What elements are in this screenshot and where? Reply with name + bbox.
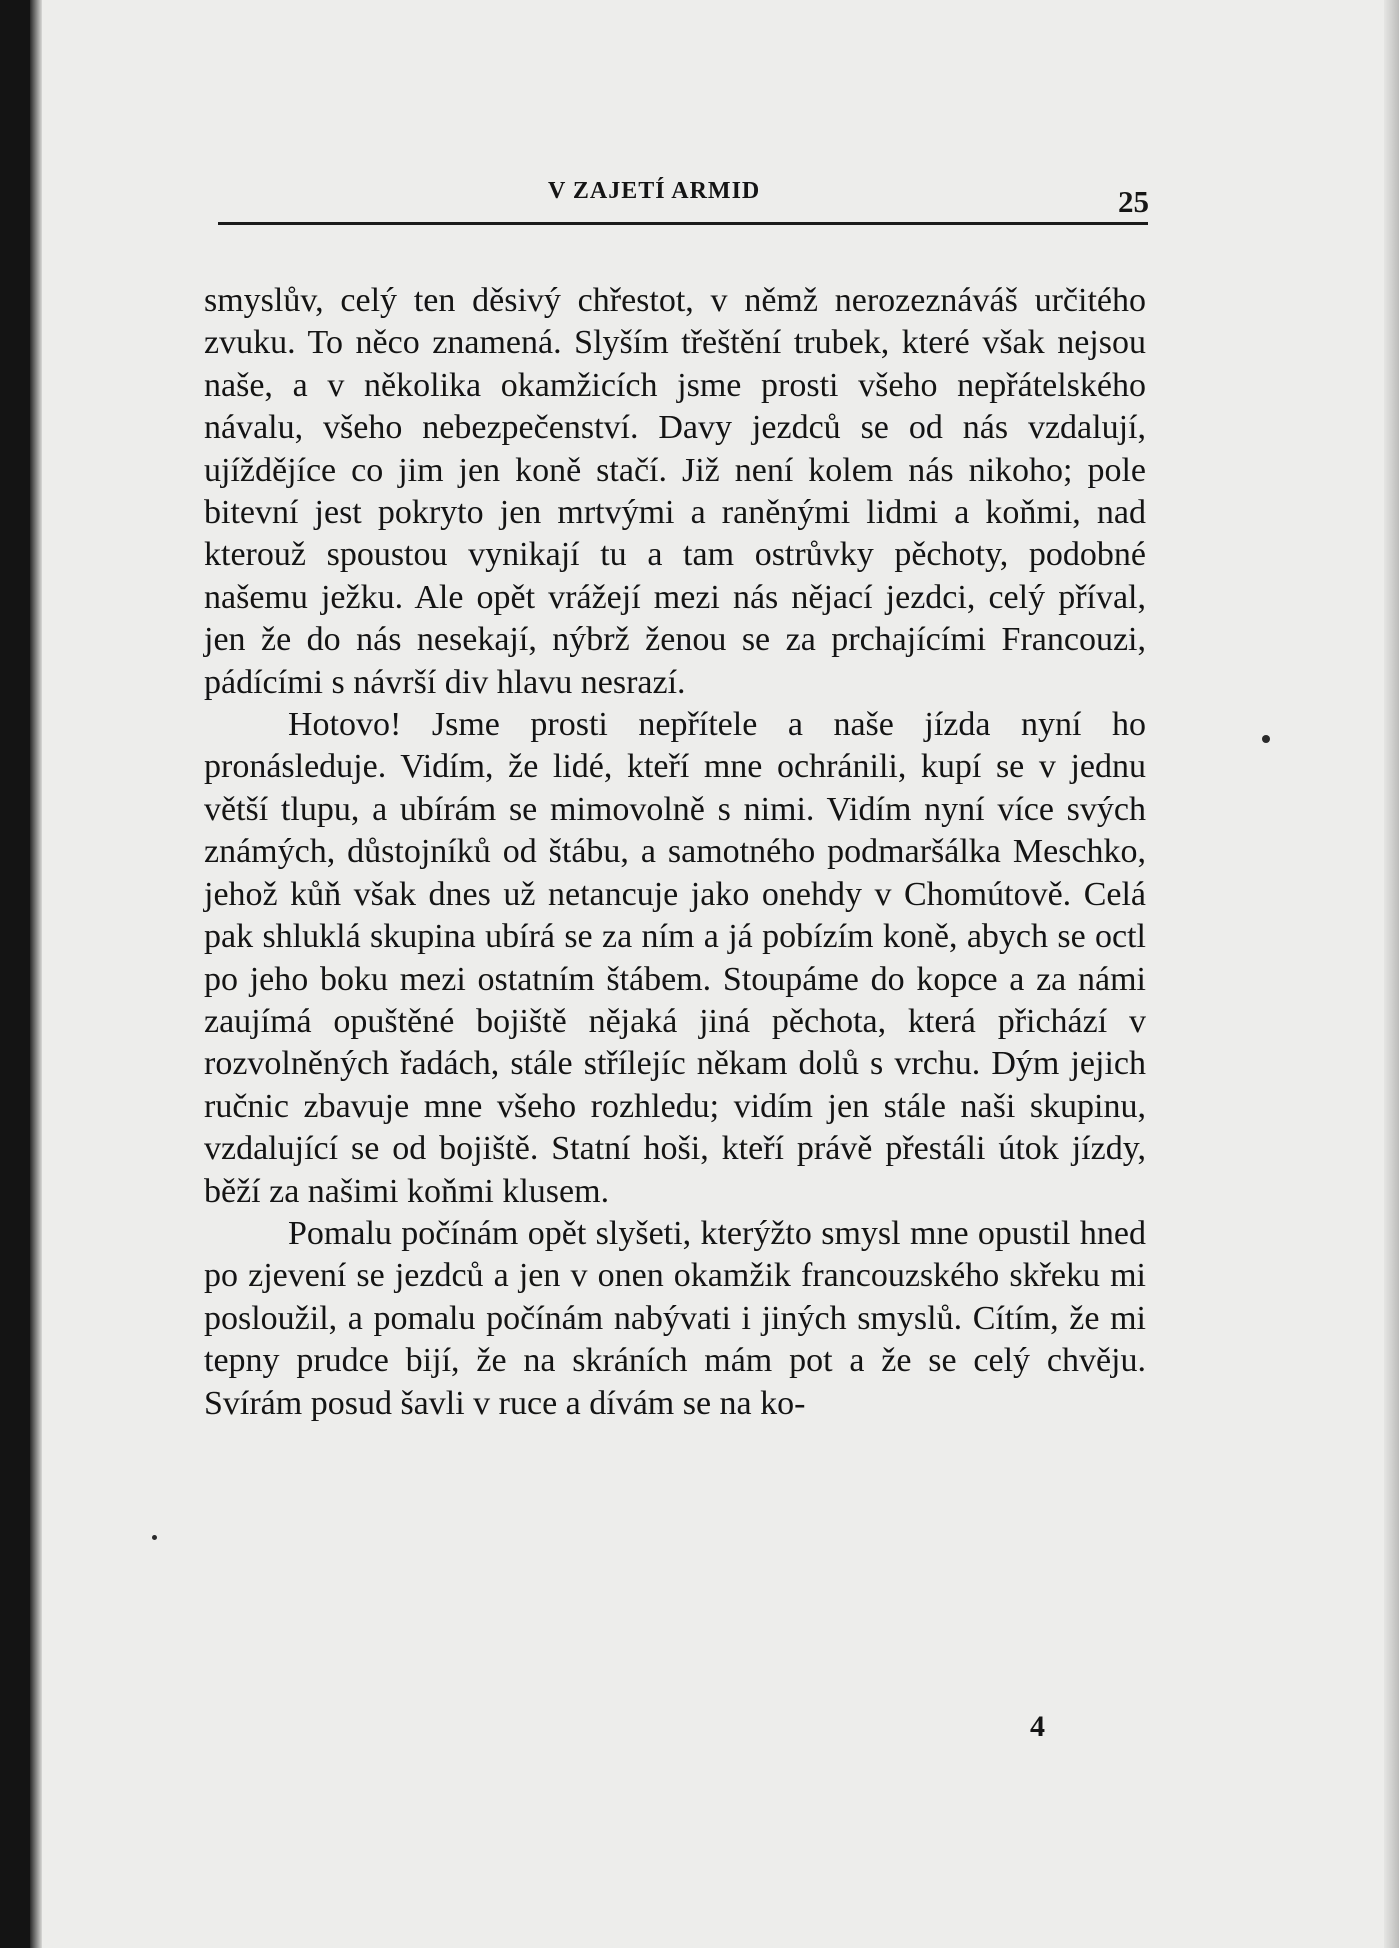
paragraph: Pomalu počínám opět slyšeti, kterýžto smysl mne opustil hned po zjevení se jezdců a jen v onen okamžik francouzského skřeku mi posloužil, a pomalu počínám nabývati i jiných smyslů. Cítím, že mi tepny prudce bijí, že na skráních mám pot a že se celý chvěju. Svírám posud šavli v ruce a dívám se na ko- — [204, 1214, 1146, 1422]
paragraph: smyslův, celý ten děsivý chřestot, v němž nerozeznáváš určitého zvuku. To něco znamená. Slyším třeštění trubek, které však nejsou naše, a v několika okamžicích jsme prosti všeho nepřátelského návalu, všeho nebezpečenství. Davy jezdců se od nás vzdalují, ujíždějíce co jim jen koně stačí. Již není kolem nás nikoho; pole bitevní jest pokryto jen mrtvými a raněnými lidmi a koňmi, nad kterouž spoustou vynikají tu a tam ostrůvky pěchoty, podobné našemu ježku. Ale opět vrážejí mezi nás nějací jezdci, celý příval, jen že do nás nesekají, nýbrž ženou se za prchajícími Francouzi, pádícími s návrší div hlavu nesrazí. — [204, 282, 1146, 701]
paragraph: Hotovo! Jsme prosti nepřítele a naše jízda nyní ho pronásleduje. Vidím, že lidé, kteří mne ochránili, kupí se v jednu větší tlupu, a ubírám se mimovolně s nimi. Vidím nyní více svých známých, důstojníků od štábu, a samotného podmaršálka Meschko, jehož kůň však dnes už netancuje jako onehdy v Chomútově. Celá pak shluklá skupina ubírá se za ním a já pobízím koně, abych se octl po jeho boku mezi ostatním štábem. Stoupáme do kopce a za námi zaujímá opuštěné bojiště nějaká jiná pěchota, která přichází v rozvolněných řadách, stále střílejíc někam dolů s vrchu. Dým jejich ručnic zbavuje mne všeho rozhledu; vidím jen stále naši skupinu, vzdalující se od bojiště. Statní hoši, kteří právě přestáli útok jízdy, běží za našimi koňmi klusem. — [204, 706, 1146, 1210]
header-rule — [218, 222, 1148, 225]
ink-speck — [152, 1535, 157, 1540]
binding-shadow — [30, 0, 42, 1948]
page-number: 25 — [1118, 184, 1149, 219]
body-text — [204, 280, 1146, 1425]
page-edge — [1384, 0, 1399, 1948]
signature-mark: 4 — [1030, 1710, 1045, 1743]
running-title: V ZAJETÍ ARMID — [548, 178, 761, 204]
ink-speck — [1262, 735, 1270, 743]
